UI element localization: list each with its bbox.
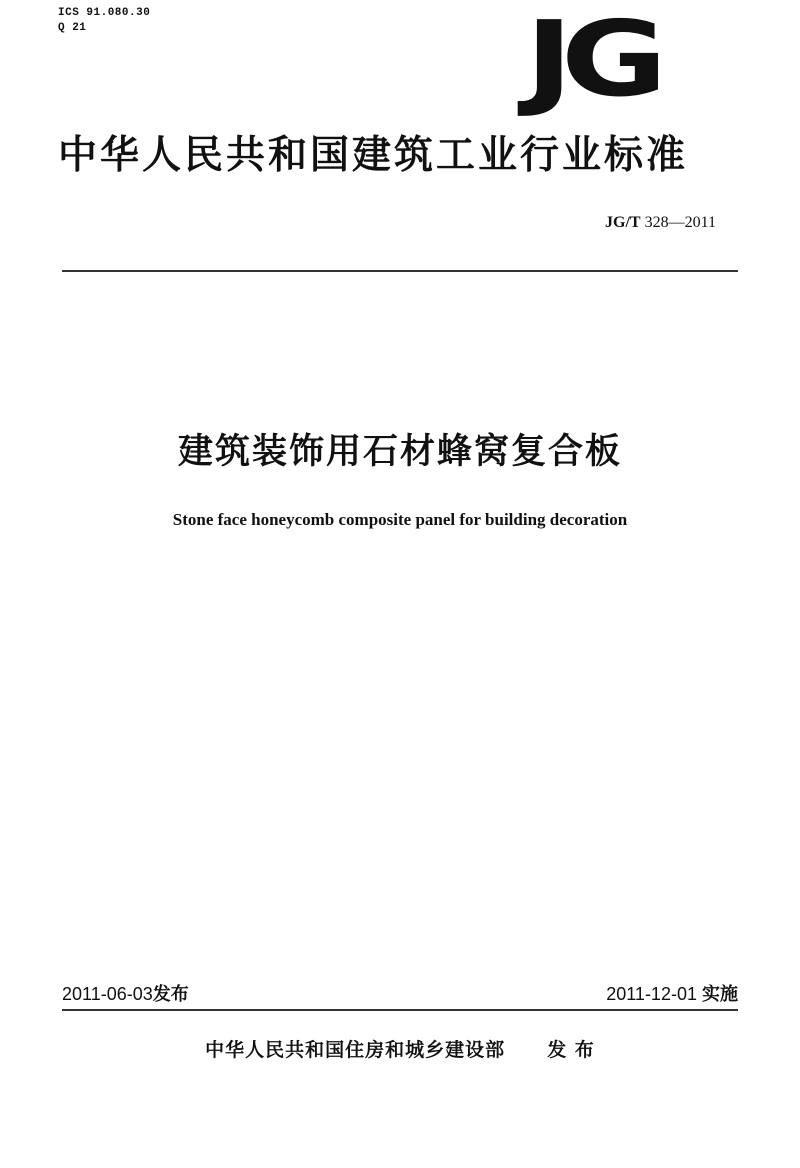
issuer-name: 中华人民共和国住房和城乡建设部 — [205, 1039, 506, 1061]
org-title: 中华人民共和国建筑工业行业标准 — [58, 133, 689, 178]
effective-date: 2011-12-01 — [606, 984, 697, 1004]
jg-logo — [525, 0, 695, 120]
footer-divider — [62, 1009, 738, 1011]
document-title-english: Stone face honeycomb composite panel for building decoration — [172, 510, 628, 529]
standard-code-prefix: JG/T — [605, 214, 641, 231]
category-code: Q 21 — [58, 22, 87, 34]
issue-label: 发布 — [152, 984, 189, 1005]
standard-code — [605, 212, 716, 234]
issuer-line — [0, 1036, 800, 1064]
issue-date-line — [62, 982, 189, 1007]
standard-code-number: 328—2011 — [644, 214, 716, 231]
classification-codes — [58, 6, 150, 36]
ics-code: ICS 91.080.30 — [58, 7, 151, 19]
header-divider — [62, 270, 738, 272]
document-title-chinese: 建筑装饰用石材蜂窝复合板 — [177, 432, 622, 472]
jg-logo-text: JG — [525, 0, 656, 120]
issuer-action: 发 布 — [547, 1039, 595, 1061]
effective-label: 实施 — [702, 984, 738, 1005]
effective-date-line — [606, 982, 738, 1007]
issue-date: 2011-06-03 — [62, 984, 153, 1004]
